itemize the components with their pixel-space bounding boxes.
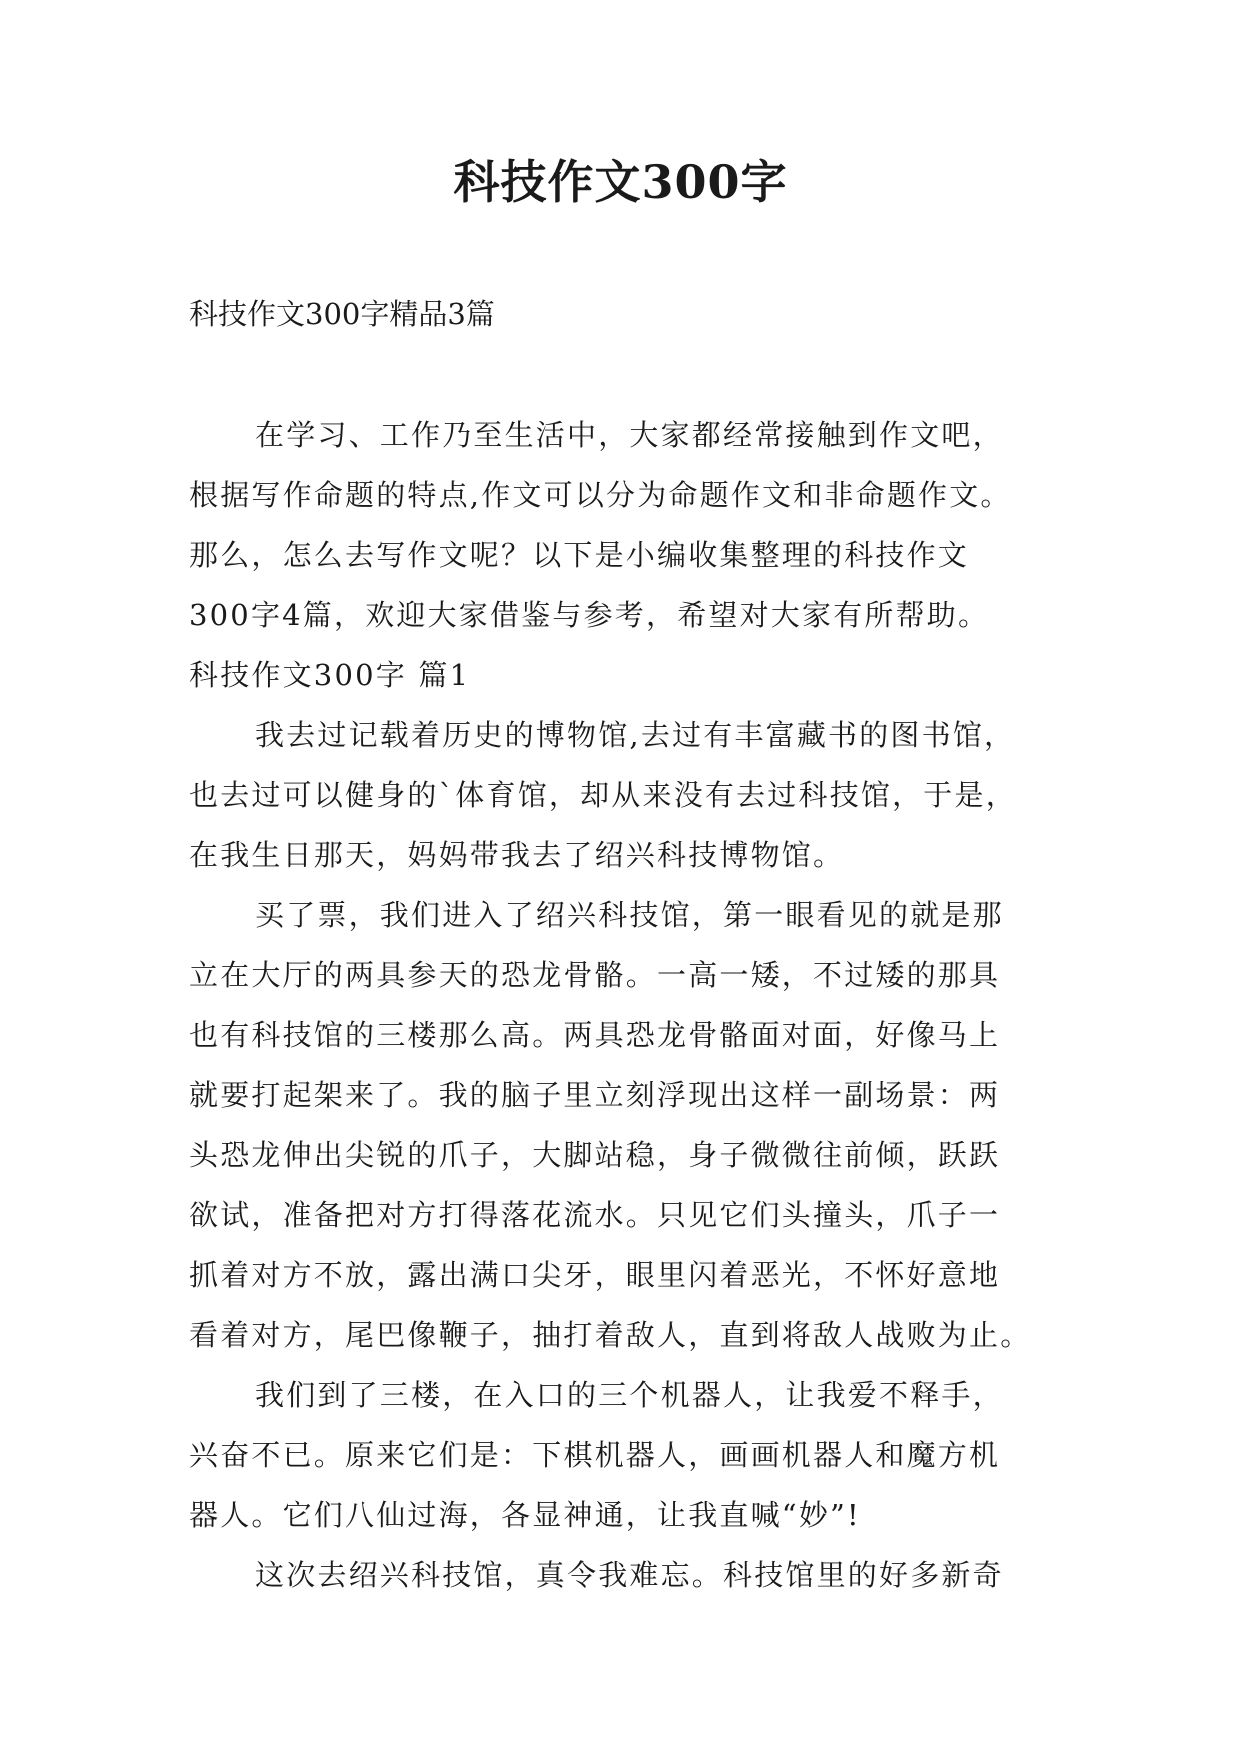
body-text-line: 我去过记载着历史的博物馆,去过有丰富藏书的图书馆， [255,718,1016,752]
body-text-line: 也有科技馆的三楼那么高。两具恐龙骨骼面对面，好像马上 [189,1018,1001,1052]
body-text-line: 那么，怎么去写作文呢？以下是小编收集整理的科技作文 [189,538,970,572]
body-text-line: 在学习、工作乃至生活中，大家都经常接触到作文吧， [255,418,1004,452]
document-body [189,405,1069,1605]
body-text-line: 抓着对方不放，露出满口尖牙，眼里闪着恶光，不怀好意地 [189,1258,1001,1292]
body-text-line: 欲试，准备把对方打得落花流水。只见它们头撞头，爪子一 [189,1198,1001,1232]
body-text-line: 头恐龙伸出尖锐的爪子，大脚站稳，身子微微往前倾，跃跃 [189,1138,1001,1172]
body-text-line: 科技作文300字 篇1 [189,658,471,692]
document-title: 科技作文300字 [453,155,788,209]
body-text-line: 300字4篇，欢迎大家借鉴与参考，希望对大家有所帮助。 [189,598,990,632]
body-text-line: 买了票，我们进入了绍兴科技馆，第一眼看见的就是那 [255,898,1004,932]
body-text-line: 在我生日那天，妈妈带我去了绍兴科技博物馆。 [189,838,845,872]
body-text-line: 也去过可以健身的`体育馆，却从来没有去过科技馆，于是， [189,778,1017,812]
body-text-line: 立在大厅的两具参天的恐龙骨骼。一高一矮，不过矮的那具 [189,958,1001,992]
document-subtitle: 科技作文300字精品3篇 [189,297,495,331]
body-text-line: 兴奋不已。原来它们是：下棋机器人，画画机器人和魔方机 [189,1438,1001,1472]
body-text-line: 看着对方，尾巴像鞭子，抽打着敌人，直到将敌人战败为止。 [189,1318,1032,1352]
body-text-line: 器人。它们八仙过海，各显神通，让我直喊“妙”! [189,1498,861,1532]
body-text-line: 根据写作命题的特点,作文可以分为命题作文和非命题作文。 [189,478,1012,512]
body-text-line: 这次去绍兴科技馆，真令我难忘。科技馆里的好多新奇 [255,1558,1004,1592]
body-text-line: 我们到了三楼，在入口的三个机器人，让我爱不释手， [255,1378,1004,1412]
body-text-line: 就要打起架来了。我的脑子里立刻浮现出这样一副场景：两 [189,1078,1001,1112]
